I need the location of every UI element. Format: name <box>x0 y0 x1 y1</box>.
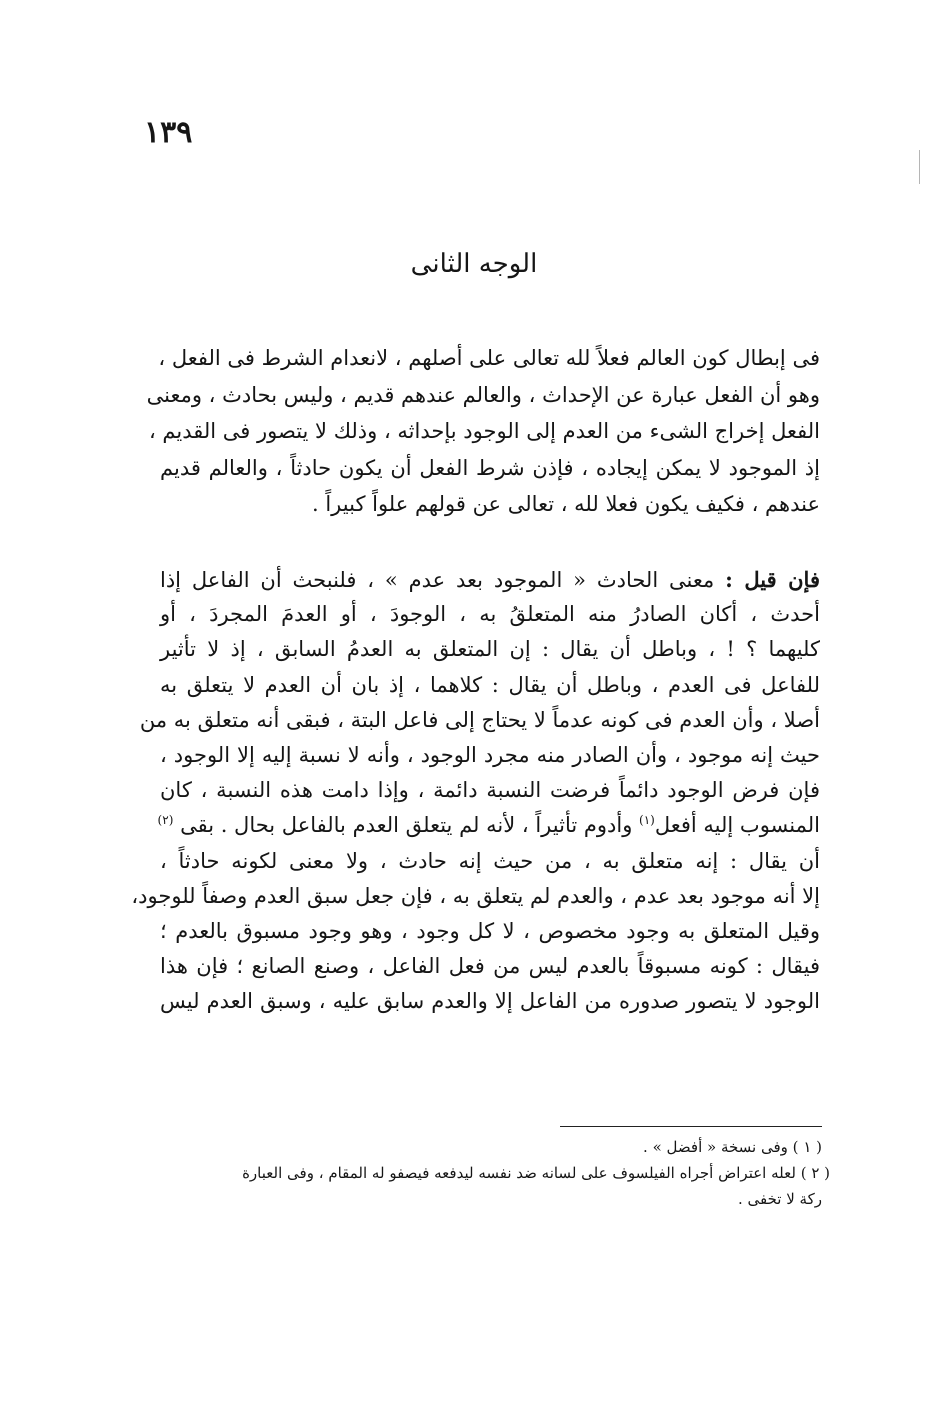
body-line <box>160 562 820 597</box>
body-line-text: معنى الحادث « الموجود بعد عدم » ، فلنبحث أن الفاعل إذا <box>160 568 726 592</box>
body-line-text: المنسوب إليه أفعل <box>654 813 820 838</box>
intro-paragraph <box>146 340 820 523</box>
intro-line: الفعل إخراج الشىء من العدم إلى الوجود بإحداثه ، وذلك لا يتصور فى القديم ، <box>148 419 820 443</box>
intro-line: فى إبطال كون العالم فعلاً لله تعالى على أصلهم ، لانعدام الشرط فى الفعل ، <box>158 346 820 370</box>
body-line <box>157 808 820 843</box>
footnote-marker-1: (١) <box>639 813 655 828</box>
footnote-1: ( ١ ) وفى نسخة « أفضل » . <box>643 1138 822 1156</box>
intro-line: عندهم ، فكيف يكون فعلا لله ، تعالى عن قولهم علواً كبيراً . <box>312 492 820 516</box>
objection-paragraph <box>131 562 820 1019</box>
footnote-marker-2: (٢) <box>157 813 174 828</box>
margin-mark <box>919 150 920 184</box>
body-line: إلا أنه موجود بعد عدم ، والعدم لم يتعلق به ، فإن جعل سبق العدم وصفاً للوجود، <box>131 883 820 908</box>
footnote-2: ( ٢ ) لعله اعتراض أجراه الفيلسوف على لسانه ضد نفسه ليدفعه فيصفو له المقام ، وفى العبارة <box>242 1164 830 1182</box>
page-number: ١٣٩ <box>144 115 193 150</box>
body-line: كليهما ؟ ! ، وباطل أن يقال : إن المتعلق به العدمُ السابق ، إذ لا تأثير <box>160 637 820 662</box>
body-line: للفاعل فى العدم ، وباطل أن يقال : كلاهما ، إذ بان أن العدم لا يتعلق به <box>160 672 820 697</box>
body-line: حيث إنه موجود ، وأن الصادر منه مجرد الوجود ، وأنه لا نسبة إليه إلا الوجود ، <box>160 742 820 767</box>
footnote-2-continued: ركة لا تخفى . <box>737 1190 822 1208</box>
intro-line: وهو أن الفعل عبارة عن الإحداث ، والعالم عندهم قديم ، وليس بحادث ، ومعنى <box>146 382 820 407</box>
intro-line: إذ الموجود لا يمكن إيجاده ، فإذن شرط الفعل أن يكون حادثاً ، والعالم قديم <box>160 455 820 480</box>
objection-lead: فإن قيل : <box>725 567 820 592</box>
footnote-divider <box>560 1126 822 1127</box>
body-line-text: وأدوم تأثيراً ، لأنه لم يتعلق العدم بالفاعل بحال . بقى <box>180 813 640 838</box>
body-line: الوجود لا يتصور صدوره من الفاعل إلا والعدم سابق عليه ، وسبق العدم ليس <box>160 989 820 1014</box>
footnotes <box>160 1134 830 1212</box>
body-line: أن يقال : إنه متعلق به ، من حيث إنه حادث ، ولا معنى لكونه حادثاً ، <box>160 848 820 873</box>
body-line: فيقال : كونه مسبوقاً بالعدم ليس من فعل الفاعل ، وصنع الصانع ؛ فإن هذا <box>160 954 820 979</box>
body-line: وقيل المتعلق به وجود مخصوص ، لا كل وجود ، وهو وجود مسبوق بالعدم ؛ <box>160 918 820 943</box>
section-heading: الوجه الثانى <box>410 249 538 279</box>
body-line: فإن فرض الوجود دائماً فرضت النسبة دائمة ، وإذا دامت هذه النسبة ، كان <box>160 778 820 803</box>
body-line: أصلا ، وأن العدم فى كونه عدماً لا يحتاج إلى فاعل البتة ، فبقى أنه متعلق به من <box>139 707 820 732</box>
body-line: أحدث ، أكان الصادرُ منه المتعلقُ به ، الوجودَ ، أو العدمَ المجردَ ، أو <box>160 602 820 627</box>
